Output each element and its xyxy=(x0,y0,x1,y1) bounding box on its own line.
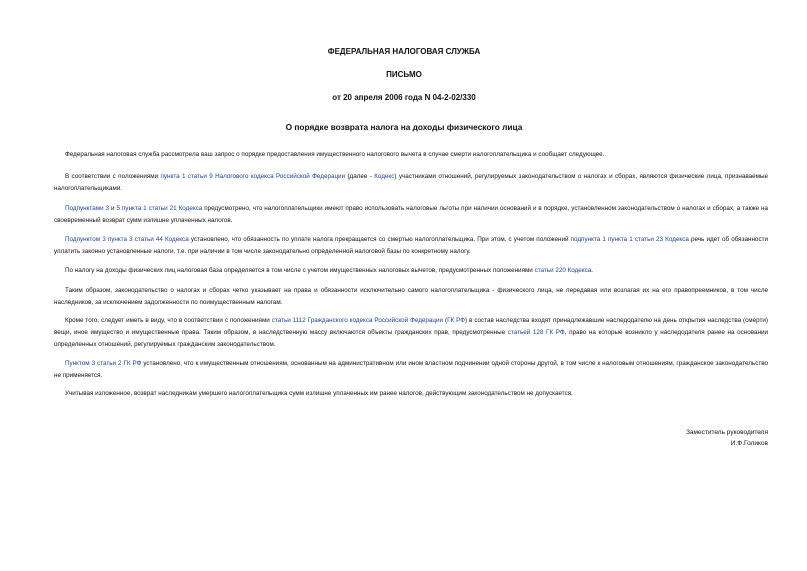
paragraph-8 xyxy=(54,358,768,382)
paragraph-6 xyxy=(54,285,768,309)
paragraph-1 xyxy=(54,149,768,161)
link-civil-code-art2[interactable]: Пунктом 3 статьи 2 ГК РФ xyxy=(65,360,142,367)
link-civil-code-art1112[interactable]: статьи 1112 Гражданского кодекса Российской Федерации xyxy=(271,317,444,324)
link-art23[interactable]: подпункта 1 пункта 1 статьи 23 Кодекса xyxy=(570,236,689,243)
link-art220[interactable]: статьи 220 Кодекса xyxy=(534,267,592,274)
paragraph-2 xyxy=(54,171,768,195)
signature-name: И.Ф.Голиков xyxy=(730,440,768,447)
link-art44[interactable]: Подпунктом 3 пункта 3 статьи 44 Кодекса xyxy=(65,236,189,243)
link-tax-code[interactable]: Кодекс xyxy=(374,173,395,180)
text: установлено, что обязанность по уплате налога прекращается со смертью налогоплательщика. При этом, с учетом положений xyxy=(188,236,571,243)
text: ( xyxy=(443,317,448,324)
document-subject: О порядке возврата налога на доходы физического лица xyxy=(285,122,523,132)
document-date: от 20 апреля 2006 года N 04-2-02/330 xyxy=(332,93,476,102)
link-civil-code-art128[interactable]: статьей 128 ГК РФ xyxy=(507,329,565,336)
text: предусмотрено, что налогоплательщики имеют право использовать налоговые льготы при наличии оснований и в порядке, установленном законодательством о налогах и сборах, а также на своевременный возврат сумм излишне уплаченных налогов. xyxy=(54,205,768,224)
text: речь идет об обязанности уплатить законно установленные налоги, т.е. при наличии в том числе законодательно определенной налоговой базы по конкретному налогу. xyxy=(54,236,768,255)
document-type: ПИСЬМО xyxy=(386,70,422,79)
text: Таким образом, законодательство о налогах и сборах четко указывает на права и обязанности исключительно самого налогоплательщика - физического лица, не передавая или возлагая их на его правопреемников, в том числе наследников, за исключением задолженности по поимущественным налогам. xyxy=(54,287,768,306)
paragraph-3 xyxy=(54,203,768,227)
text: . xyxy=(591,267,594,274)
paragraph-9 xyxy=(54,388,768,400)
text: (далее - xyxy=(345,173,375,180)
text: Учитывая изложенное, возврат наследникам умершего налогоплательщика сумм излишне уплаченных им ранее налогов, действующим законодательством не допускается. xyxy=(65,390,573,397)
text: Кроме того, следует иметь в виду, что в соответствии с положениями xyxy=(65,317,272,324)
text: Федеральная налоговая служба рассмотрела ваш запрос о порядке предоставления имущественного налогового вычета в случае смерти налогоплательщика и сообщает следующее. xyxy=(65,151,605,158)
organization-name: ФЕДЕРАЛЬНАЯ НАЛОГОВАЯ СЛУЖБА xyxy=(327,47,481,56)
text: установлено, что к имущественным отношениям, основанным на административном или ином властном подчинении одной стороны другой, в том числе к налоговым отношениям, гражданское законодательство не применяется. xyxy=(54,360,768,379)
document-page xyxy=(40,0,768,571)
link-subparagraph-3[interactable]: Подпунктами 3 xyxy=(65,205,110,212)
text: По налогу на доходы физических лиц налоговая база определяется в том числе с учетом имущественных налоговых вычетов, предусмотренных положениями xyxy=(65,267,535,274)
link-art21[interactable]: 5 пункта 1 статьи 21 Кодекса xyxy=(116,205,203,212)
link-tax-code-art9[interactable]: пункта 1 статьи 9 Налогового кодекса Российской Федерации xyxy=(160,173,346,180)
text: ) в состав наследства входят принадлежавшие наследодателю на день открытия наследства (смерти) вещи, иное имущество и имущественные права. Таким образом, в наследственную массу включаются объекты гражданских прав, предусмотренные xyxy=(54,317,768,336)
paragraph-7 xyxy=(54,315,768,351)
link-civil-code[interactable]: ГК РФ xyxy=(447,317,466,324)
text: , право на которые возникло у наследодателя ранее на основании определенных отношений, регулируемых гражданским законодательством. xyxy=(54,329,768,348)
paragraph-4 xyxy=(54,234,768,258)
paragraph-5 xyxy=(54,265,768,277)
text: ) участниками отношений, регулируемых законодательством о налогах и сборах, являются физические лица, признаваемые налогоплательщиками. xyxy=(54,173,768,192)
signature-title: Заместитель руководителя xyxy=(686,429,768,436)
text: В соответствии с положениями xyxy=(65,173,161,180)
text: и xyxy=(109,205,117,212)
